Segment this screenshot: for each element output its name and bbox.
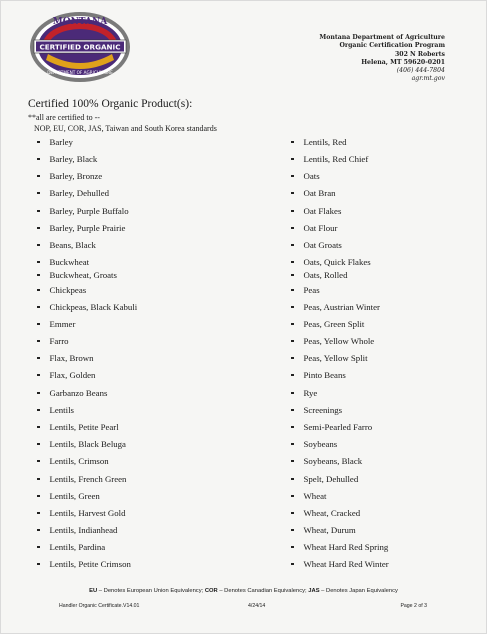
bullet-icon (291, 478, 294, 481)
document-name: Handler Organic Certificate.V14.01 (59, 603, 140, 609)
product-name: Peas, Yellow Whole (303, 336, 375, 346)
bullet-icon (291, 426, 294, 429)
bullet-icon (291, 340, 294, 343)
bullet-icon (291, 409, 294, 412)
bullet-icon (37, 563, 40, 566)
product-name: Peas, Green Split (303, 319, 365, 329)
product-item (291, 240, 342, 250)
product-item (291, 137, 347, 147)
product-item (291, 405, 342, 415)
product-name: Lentils, Harvest Gold (49, 508, 126, 518)
product-name: Oat Bran (303, 188, 336, 198)
product-name: Flax, Golden (49, 370, 96, 380)
product-item (37, 270, 117, 280)
product-item (291, 257, 371, 267)
product-item (37, 188, 109, 198)
product-item (37, 285, 86, 295)
product-name: Pinto Beans (303, 370, 346, 380)
bullet-icon (291, 158, 294, 161)
product-name: Rye (303, 388, 318, 398)
montana-certified-organic-logo (28, 10, 132, 84)
product-name: Peas, Yellow Split (303, 353, 368, 363)
bullet-icon (291, 374, 294, 377)
product-name: Oat Groats (303, 240, 342, 250)
product-item (37, 439, 126, 449)
equivalency-footnote (0, 588, 487, 594)
product-item (291, 422, 372, 432)
standards-note: NOP, EU, COR, JAS, Taiwan and South Korea standards (34, 124, 217, 133)
product-item (291, 336, 374, 346)
product-name: Lentils, Petite Crimson (49, 559, 131, 569)
address-block (319, 34, 445, 84)
product-item (37, 240, 96, 250)
product-item (37, 388, 107, 398)
product-name: Oats, Quick Flakes (303, 257, 371, 267)
product-name: Wheat Hard Red Winter (303, 559, 389, 569)
bullet-icon (37, 495, 40, 498)
product-name: Lentils, Petite Pearl (49, 422, 119, 432)
product-item (37, 353, 94, 363)
product-name: Beans, Black (49, 240, 96, 250)
cor-abbr: COR (204, 588, 218, 594)
product-name: Chickpeas, Black Kabuli (49, 302, 138, 312)
bullet-icon (291, 261, 294, 264)
bullet-icon (37, 340, 40, 343)
product-item (37, 171, 102, 181)
bullet-icon (291, 512, 294, 515)
product-item (291, 171, 320, 181)
product-item (291, 370, 346, 380)
product-item (291, 188, 336, 198)
product-item (37, 154, 97, 164)
logo-banner-text: CERTIFIED ORGANIC (39, 42, 121, 52)
product-name: Lentils, Green (49, 491, 100, 501)
bullet-icon (37, 192, 40, 195)
product-name: Lentils, Red (303, 137, 347, 147)
product-name: Lentils, Indianhead (49, 525, 118, 535)
product-item (291, 542, 388, 552)
product-name: Barley, Purple Buffalo (49, 206, 129, 216)
bullet-icon (37, 529, 40, 532)
bullet-icon (291, 443, 294, 446)
product-item (37, 405, 74, 415)
product-name: Farro (49, 336, 69, 346)
product-item (291, 154, 368, 164)
bullet-icon (37, 244, 40, 247)
org-name: Montana Department of Agriculture (319, 34, 445, 41)
document-date: 4/24/14 (248, 603, 266, 609)
product-item (291, 353, 368, 363)
product-name: Lentils, Black Beluga (49, 439, 126, 449)
bullet-icon (37, 289, 40, 292)
product-item (291, 491, 326, 501)
bullet-icon (37, 478, 40, 481)
certified-note: **all are certified to -- (28, 113, 100, 122)
product-name: Peas, Austrian Winter (303, 302, 380, 312)
product-item (37, 336, 69, 346)
eu-abbr: EU (89, 588, 98, 594)
product-name: Barley, Dehulled (49, 188, 110, 198)
product-name: Wheat, Durum (303, 525, 356, 535)
product-name: Wheat, Cracked (303, 508, 361, 518)
page-title: Certified 100% Organic Product(s): (28, 98, 193, 110)
city: Helena, MT 59620-0201 (361, 58, 445, 66)
bullet-icon (37, 210, 40, 213)
product-item (291, 285, 320, 295)
product-item (37, 223, 125, 233)
product-name: Soybeans, Black (303, 456, 363, 466)
product-item (291, 559, 389, 569)
product-item (291, 388, 317, 398)
bullet-icon (37, 357, 40, 360)
product-item (37, 456, 109, 466)
bullet-icon (37, 546, 40, 549)
jas-abbr: JAS (308, 588, 320, 594)
bullet-icon (291, 227, 294, 230)
product-item (37, 319, 75, 329)
product-item (291, 270, 347, 280)
bullet-icon (291, 141, 294, 144)
product-item (37, 508, 125, 518)
cor-text: – Denotes Canadian Equivalency; (217, 588, 309, 594)
logo-top-text: MONTANA (52, 17, 108, 27)
product-item (37, 257, 89, 267)
bullet-icon (37, 392, 40, 395)
bullet-icon (291, 192, 294, 195)
product-name: Barley (49, 137, 73, 147)
product-item (37, 422, 119, 432)
phone: (406) 444-7804 (396, 67, 445, 75)
product-item (37, 137, 73, 147)
bullet-icon (37, 323, 40, 326)
product-name: Flax, Brown (49, 353, 94, 363)
product-item (37, 559, 131, 569)
product-name: Lentils, Crimson (49, 456, 109, 466)
bullet-icon (291, 323, 294, 326)
product-name: Screenings (303, 405, 343, 415)
product-item (37, 370, 95, 380)
website: agr.mt.gov (411, 75, 445, 83)
bullet-icon (291, 563, 294, 566)
product-item (291, 319, 364, 329)
bullet-icon (37, 141, 40, 144)
product-item (291, 439, 337, 449)
product-item (291, 223, 337, 233)
bullet-icon (291, 357, 294, 360)
bullet-icon (291, 306, 294, 309)
product-name: Chickpeas (49, 285, 87, 295)
product-name: Barley, Bronze (49, 171, 103, 181)
bullet-icon (37, 227, 40, 230)
product-name: Soybeans (303, 439, 338, 449)
product-name: Oat Flour (303, 223, 338, 233)
product-item (37, 525, 117, 535)
product-name: Lentils, Red Chief (303, 154, 369, 164)
bullet-icon (291, 495, 294, 498)
product-name: Lentils (49, 405, 74, 415)
bullet-icon (37, 512, 40, 515)
bullet-icon (291, 210, 294, 213)
bullet-icon (37, 426, 40, 429)
product-name: Oats (303, 171, 320, 181)
bullet-icon (291, 244, 294, 247)
bullet-icon (37, 306, 40, 309)
page-number: Page 2 of 3 (400, 603, 427, 609)
product-name: Buckwheat (49, 257, 90, 267)
product-name: Lentils, Pardina (49, 542, 106, 552)
bullet-icon (291, 289, 294, 292)
program-name: Organic Certification Program (339, 42, 445, 50)
jas-text: – Denotes Japan Equivalency (319, 588, 398, 594)
product-name: Garbanzo Beans (49, 388, 108, 398)
bullet-icon (291, 175, 294, 178)
product-name: Lentils, French Green (49, 474, 127, 484)
bullet-icon (291, 529, 294, 532)
street: 302 N Roberts (394, 50, 445, 58)
bullet-icon (37, 274, 40, 277)
bullet-icon (291, 546, 294, 549)
product-name: Spelt, Dehulled (303, 474, 359, 484)
product-name: Barley, Purple Prairie (49, 223, 126, 233)
product-name: Peas (303, 285, 320, 295)
product-item (291, 206, 341, 216)
product-item (37, 302, 137, 312)
eu-text: – Denotes European Union Equivalency; (97, 588, 205, 594)
bullet-icon (37, 158, 40, 161)
product-name: Wheat (303, 491, 327, 501)
bullet-icon (37, 443, 40, 446)
product-item (291, 302, 380, 312)
bullet-icon (37, 460, 40, 463)
product-item (291, 474, 358, 484)
product-item (37, 474, 126, 484)
product-item (37, 491, 100, 501)
product-name: Barley, Black (49, 154, 98, 164)
product-name: Oat Flakes (303, 206, 342, 216)
bullet-icon (291, 460, 294, 463)
product-item (291, 456, 362, 466)
logo-bottom-text: DEPARTMENT OF AGRICULTURE (47, 70, 113, 75)
product-item (291, 508, 360, 518)
bullet-icon (37, 261, 40, 264)
product-item (37, 206, 129, 216)
product-name: Oats, Rolled (303, 270, 348, 280)
product-name: Buckwheat, Groats (49, 270, 117, 280)
product-name: Emmer (49, 319, 76, 329)
bullet-icon (37, 374, 40, 377)
bullet-icon (291, 392, 294, 395)
product-name: Semi-Pearled Farro (303, 422, 373, 432)
product-name: Wheat Hard Red Spring (303, 542, 389, 552)
bullet-icon (37, 175, 40, 178)
product-item (291, 525, 356, 535)
product-item (37, 542, 105, 552)
bullet-icon (37, 409, 40, 412)
bullet-icon (291, 274, 294, 277)
